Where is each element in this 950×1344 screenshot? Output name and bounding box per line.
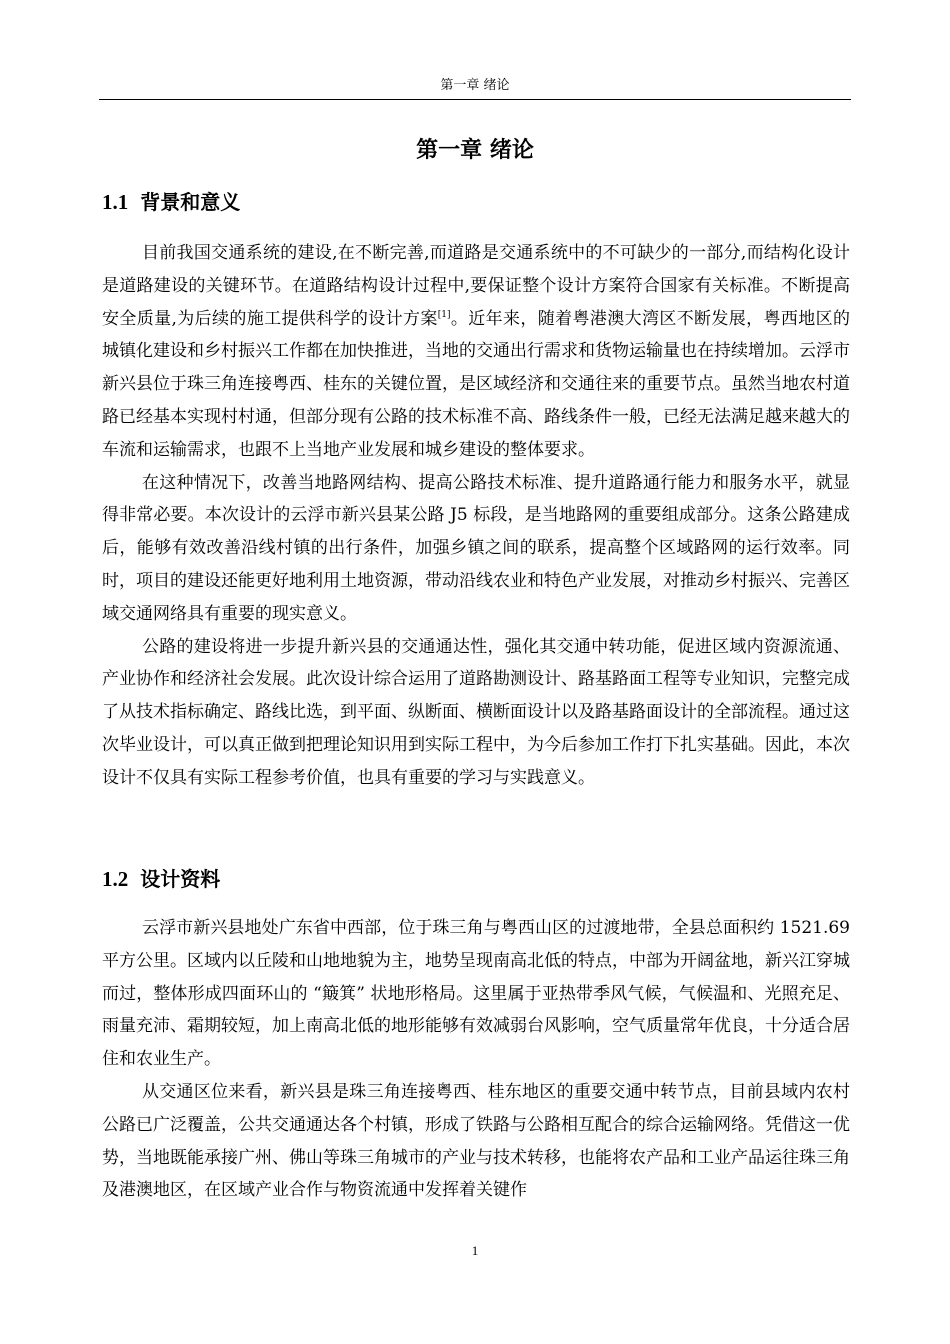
running-header: 第一章 绪论 [440, 78, 510, 93]
page-number: 1 [471, 1243, 479, 1258]
citation-reference: [1] [437, 309, 451, 320]
paragraph-text: 。近年来，随着粤港澳大湾区不断发展，粤西地区的城镇化建设和乡村振兴工作都在加快推进，当地的交通出行需求和货物运输量也在持续增加。云浮市新兴县位于珠三角连接粤西、桂东的关键位置，是区域经济和交通往来的重要节点。虽然当地农村道路已经基本实现村村通，但部分现有公路的技术标准不高、路线条件一般，已经无法满足越来越大的车流和运输需求，也跟不上当地产业发展和城乡建设的整体要求。 [102, 308, 851, 460]
paragraph: 云浮市新兴县地处广东省中西部，位于珠三角与粤西山区的过渡地带，全县总面积约 1521.69 平方公里。区域内以丘陵和山地地貌为主，地势呈现南高北低的特点，中部为开阔盆地，新兴江穿城而过，整体形成四面环山的 “簸箕” 状地形格局。这里属于亚热带季风气候，气候温和、光照充足、雨量充沛、霜期较短，加上南高北低的地形能够有效减弱台风影响，空气质量常年优良，十分适合居住和农业生产。 [102, 918, 851, 1070]
section-number: 1.2 [102, 867, 129, 891]
section-1-1-body [102, 237, 850, 795]
section-title-text: 背景和意义 [140, 190, 241, 214]
section-heading-1-2 [102, 864, 220, 894]
chapter-title: 第一章 绪论 [416, 138, 534, 163]
paragraph: 从交通区位来看，新兴县是珠三角连接粤西、桂东地区的重要交通中转节点，目前县域内农村公路已广泛覆盖，公共交通通达各个村镇，形成了铁路与公路相互配合的综合运输网络。凭借这一优势，当地既能承接广州、佛山等珠三角城市的产业与技术转移，也能将农产品和工业产品运往珠三角及港澳地区，在区域产业合作与物资流通中发挥着关键作 [102, 1081, 850, 1201]
section-1-2-body [102, 912, 850, 1207]
section-number: 1.1 [102, 190, 129, 214]
paragraph: 公路的建设将进一步提升新兴县的交通通达性，强化其交通中转功能，促进区域内资源流通、产业协作和经济社会发展。此次设计综合运用了道路勘测设计、路基路面工程等专业知识，完整完成了从技术指标确定、路线比选，到平面、纵断面、横断面设计以及路基路面设计的全部流程。通过这次毕业设计，可以真正做到把理论知识用到实际工程中，为今后参加工作打下扎实基础。因此，本次设计不仅具有实际工程参考价值，也具有重要的学习与实践意义。 [102, 636, 850, 788]
paragraph-text: 目前我国交通系统的建设,在不断完善,而道路是交通系统中的不可缺少的一部分,而结构化设计是道路建设的关键环节。在道路结构设计过程中,要保证整个设计方案符合国家有关标准。不断提高安全质量,为后续的施工提供科学的设计方案 [102, 243, 850, 329]
section-title-text: 设计资料 [140, 867, 221, 891]
paragraph: 在这种情况下，改善当地路网结构、提高公路技术标准、提升道路通行能力和服务水平，就显得非常必要。本次设计的云浮市新兴县某公路 J5 标段，是当地路网的重要组成部分。这条公路建成后，能够有效改善沿线村镇的出行条件，加强乡镇之间的联系，提高整个区域路网的运行效率。同时，项目的建设还能更好地利用土地资源，带动沿线农业和特色产业发展，对推动乡村振兴、完善区域交通网络具有重要的现实意义。 [102, 472, 850, 624]
paragraph [102, 237, 850, 467]
header-rule [99, 99, 851, 100]
section-heading-1-1 [102, 187, 240, 217]
